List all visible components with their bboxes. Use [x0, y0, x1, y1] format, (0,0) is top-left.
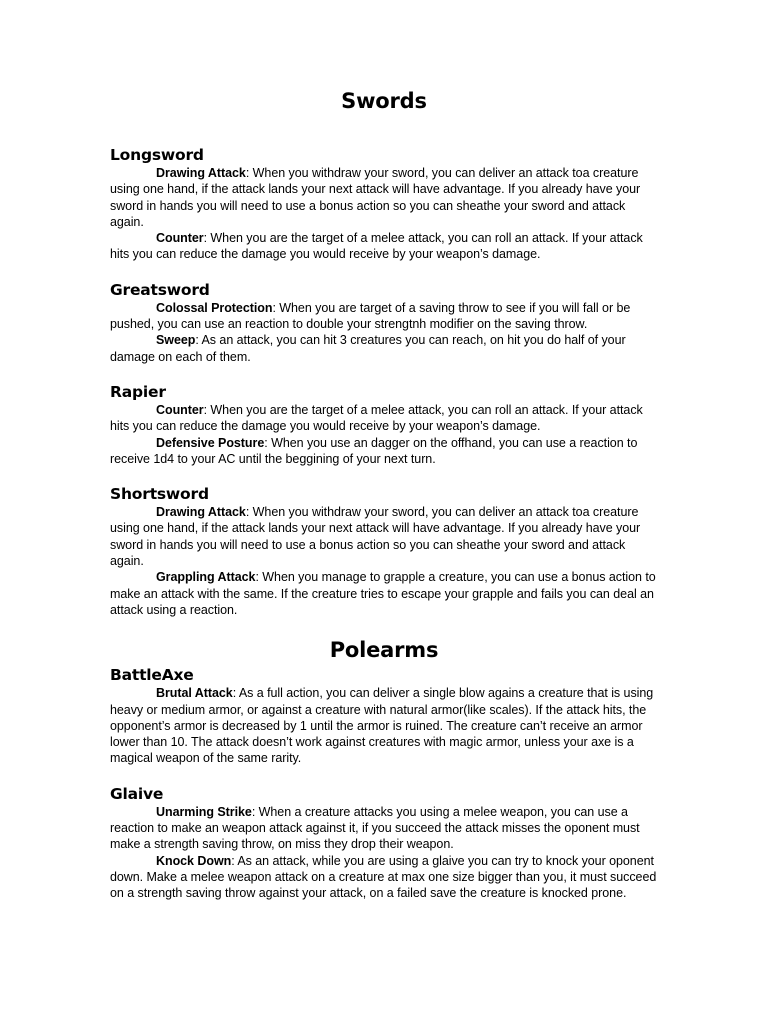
ability-text: : As a full action, you can deliver a single blow agains a creature that is using heavy or medium armor, or against a creature with natural armor(like scales). If the attack hits, the opponent’s armor is decreased by 1 until the armor is ruined. The creature can’t receive an armor lower than 10. The attack doesn’t work against creatures with magic armor, unless your axe is a magical weapon of the same rarity. [110, 686, 654, 766]
ability-name: Drawing Attack [156, 166, 246, 180]
ability-text: : When you manage to grapple a creature, you can use a bonus action to make an attack with the same. If the creature tries to escape your grapple and fails you can deal an attack using a reaction. [110, 570, 656, 617]
weapon-battleaxe [110, 665, 658, 766]
ability-name: Counter [156, 231, 204, 246]
ability-text: : When a creature attacks you using a melee weapon, you can use a reaction to make an weapon attack against it, if you succeed the attack misses the oponent must make a strength saving throw, on miss they drop their weapon. [110, 804, 640, 852]
ability-paragraph [110, 504, 658, 569]
ability-paragraph [110, 853, 658, 902]
weapon-glaive [110, 784, 658, 902]
ability-paragraph [110, 435, 658, 468]
ability-name: Grappling Attack [156, 570, 256, 585]
section-title-polearms: Polearms [329, 638, 439, 663]
weapon-name: Rapier [110, 382, 166, 401]
weapon-name: BattleAxe [110, 666, 194, 685]
weapon-name: Longsword [110, 146, 204, 164]
weapon-greatsword [110, 280, 658, 365]
ability-text: : When you are the target of a melee attack, you can roll an attack. If your attack hits you can reduce the damage you would receive by your weapon’s damage. [110, 402, 643, 434]
weapon-name: Greatsword [110, 280, 210, 299]
ability-name: Colossal Protection [156, 300, 273, 315]
ability-name: Drawing Attack [156, 505, 246, 520]
ability-paragraph [110, 569, 658, 618]
ability-name: Sweep [156, 333, 196, 348]
ability-text: : When you use an dagger on the offhand, you can use a reaction to receive 1d4 to your AC until the beggining of your next turn. [110, 435, 638, 466]
ability-name: Knock Down [156, 853, 232, 868]
ability-paragraph [110, 230, 658, 263]
weapon-shortsword [110, 484, 658, 618]
ability-text: : As an attack, while you are using a glaive you can try to knock your oponent down. Make a melee weapon attack on a creature at max one size bigger than you, it must succeed on a strength saving throw against your attack, on a failed save the creature is knocked prone. [110, 853, 657, 901]
ability-paragraph [110, 165, 658, 230]
ability-text: : When you withdraw your sword, you can deliver an attack toa creature using one hand, if the attack lands your next attack will have advantage. If you already have your sword in hands you will need to use a bonus action so you can sheathe your sword and attack again. [110, 505, 641, 569]
ability-paragraph [110, 300, 658, 333]
ability-paragraph [110, 804, 658, 853]
ability-paragraph [110, 685, 658, 766]
ability-name: Brutal Attack [156, 686, 233, 701]
ability-paragraph [110, 402, 658, 435]
weapon-name: Glaive [110, 784, 164, 803]
weapon-longsword [110, 145, 658, 263]
weapon-rapier [110, 382, 658, 467]
ability-paragraph [110, 332, 658, 365]
ability-name: Counter [156, 402, 204, 417]
ability-text: : When you are target of a saving throw to see if you will fall or be pushed, you can use an reaction to double your strengtnh modifier on the saving throw. [110, 300, 631, 332]
section-title-swords: Swords [341, 89, 427, 113]
ability-name: Unarming Strike [156, 804, 252, 819]
ability-text: : As an attack, you can hit 3 creatures you can reach, on hit you do half of your damage on each of them. [110, 333, 626, 364]
ability-name: Defensive Posture [156, 435, 265, 450]
ability-text: : When you withdraw your sword, you can deliver an attack toa creature using one hand, if the attack lands your next attack will have advantage. If you already have your sword in hands you will need to use a bonus action so you can sheathe your sword and attack again. [110, 166, 641, 229]
ability-text: : When you are the target of a melee attack, you can roll an attack. If your attack hits you can reduce the damage you would receive by your weapon’s damage. [110, 231, 643, 262]
weapon-name: Shortsword [110, 485, 209, 504]
